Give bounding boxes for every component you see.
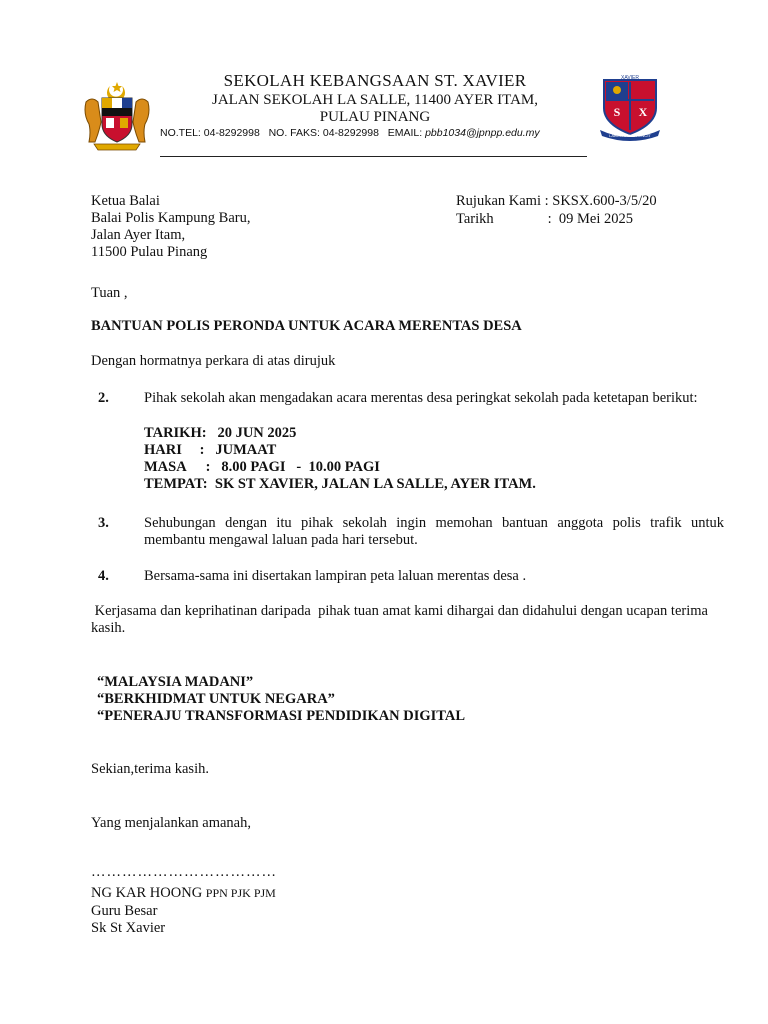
date-separator: : xyxy=(547,211,552,227)
tel-value: 04-8292998 xyxy=(203,127,260,139)
detail-masa-value: 8.00 PAGI - 10.00 PAGI xyxy=(221,459,380,475)
signatory-name-line xyxy=(91,885,276,902)
school-address-line1: JALAN SEKOLAH LA SALLE, 11400 AYER ITAM, xyxy=(211,92,539,108)
fax-value: 04-8292998 xyxy=(322,127,379,139)
detail-tempat xyxy=(144,476,536,493)
item-3-number: 3. xyxy=(98,515,109,531)
detail-hari-value: JUMAAT xyxy=(215,442,277,458)
detail-masa xyxy=(144,459,536,476)
fax-label: NO. FAKS: xyxy=(268,127,320,139)
crest-left-letter: S xyxy=(613,105,621,119)
signatory-title: Guru Besar xyxy=(91,903,158,919)
signatory-honours: PPN PJK PJM xyxy=(205,886,276,900)
recipient-line-1: Ketua Balai xyxy=(91,193,160,209)
detail-tarikh-label: TARIKH: xyxy=(144,425,207,441)
crest-top-text: XAVIER xyxy=(621,75,639,81)
detail-tarikh xyxy=(144,425,536,442)
item-4-text: Bersama-sama ini disertakan lampiran peta laluan merentas desa . xyxy=(144,568,527,584)
closing-paragraph: Kerjasama dan keprihatinan daripada pihak tuan amat kami dihargai dan didahului dengan ucapan terima kasih. xyxy=(91,603,712,636)
recipient-line-4: 11500 Pulau Pinang xyxy=(91,244,208,260)
item-2-number: 2. xyxy=(98,390,109,406)
recipient-line-3: Jalan Ayer Itam, xyxy=(91,227,186,243)
tel-label: NO.TEL: xyxy=(160,127,201,139)
email-value: pbb1034@jpnpp.edu.my xyxy=(425,127,540,139)
crest-right-letter: X xyxy=(638,105,648,119)
contact-line xyxy=(160,127,540,139)
date-line xyxy=(456,211,633,228)
item-3-text: Sehubungan dengan itu pihak sekolah ingin memohan bantuan anggota polis trafik untuk membantu mengawal laluan pada hari tersebut. xyxy=(144,515,724,548)
school-name: SEKOLAH KEBANGSAAN ST. XAVIER xyxy=(223,71,527,90)
signatory-school: Sk St Xavier xyxy=(91,920,166,936)
sekian-line: Sekian,terima kasih. xyxy=(91,761,209,777)
slogan-3: “PENERAJU TRANSFORMASI PENDIDIKAN DIGITAL xyxy=(97,708,466,724)
date-value: 09 Mei 2025 xyxy=(558,211,634,227)
slogans-block xyxy=(97,674,465,725)
detail-masa-sep: : xyxy=(205,459,211,475)
detail-hari-label: HARI xyxy=(144,442,182,458)
intro-paragraph: Dengan hormatnya perkara di atas dirujuk xyxy=(91,353,336,369)
crest-ribbon-text: LABOR OMNIA VINCIT xyxy=(609,133,651,138)
reference-separator: : xyxy=(544,193,549,209)
slogan-1: “MALAYSIA MADANI” xyxy=(97,674,254,690)
slogan-2: “BERKHIDMAT UNTUK NEGARA” xyxy=(97,691,335,707)
detail-hari xyxy=(144,442,536,459)
amanah-line: Yang menjalankan amanah, xyxy=(91,815,251,831)
recipient-block xyxy=(91,193,251,261)
signature-dots: ……………………………… xyxy=(91,864,277,880)
item-4-number: 4. xyxy=(98,568,109,584)
detail-masa-label: MASA xyxy=(144,459,187,475)
detail-tempat-value: SK ST XAVIER, JALAN LA SALLE, AYER ITAM. xyxy=(214,476,536,492)
subject-line: BANTUAN POLIS PERONDA UNTUK ACARA MERENTAS DESA xyxy=(91,318,522,334)
header-divider xyxy=(160,156,587,157)
recipient-line-2: Balai Polis Kampung Baru, xyxy=(91,210,251,226)
detail-hari-sep: : xyxy=(199,442,205,458)
email-label: EMAIL: xyxy=(387,127,423,139)
detail-tarikh-value: 20 JUN 2025 xyxy=(217,425,297,441)
detail-tempat-label: TEMPAT: xyxy=(144,476,208,492)
event-details xyxy=(144,425,536,493)
school-crest-icon xyxy=(598,74,662,142)
jata-negara-emblem-icon xyxy=(80,80,154,156)
salutation: Tuan , xyxy=(91,285,128,301)
item-2-text: Pihak sekolah akan mengadakan acara merentas desa peringkat sekolah pada ketetapan berikut: xyxy=(144,390,698,406)
school-address-line2: PULAU PINANG xyxy=(319,109,431,125)
date-label: Tarikh xyxy=(456,211,494,227)
signatory-name: NG KAR HOONG xyxy=(91,885,203,901)
reference-line xyxy=(456,193,657,210)
reference-label: Rujukan Kami xyxy=(456,193,541,209)
reference-value: SKSX.600-3/5/20 xyxy=(552,193,657,209)
